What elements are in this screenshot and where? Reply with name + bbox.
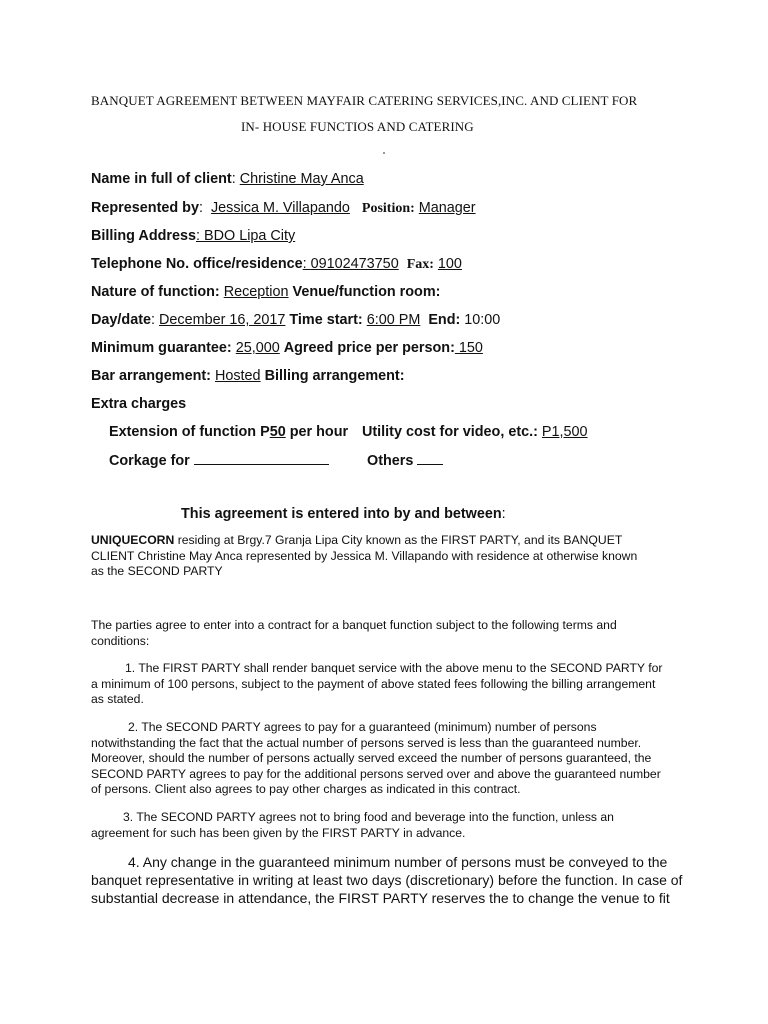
- daydate-row: Day/date: December 16, 2017 Time start: 6:00 PM End: 10:00: [91, 312, 501, 328]
- represented-by-value: Jessica M. Villapando: [210, 200, 350, 216]
- title-line-1: BANQUET AGREEMENT BETWEEN MAYFAIR CATERING SERVICES,INC. AND CLIENT FOR: [91, 93, 638, 108]
- telephone-label: Telephone No. office/residence: [91, 256, 303, 272]
- nature-row: [91, 284, 440, 300]
- fax-value: 100: [437, 256, 462, 272]
- position-value: Manager: [418, 200, 476, 216]
- stray-dot: [383, 152, 385, 154]
- agreement-heading: This agreement is entered into by and between: [181, 506, 502, 522]
- utility-label: Utility cost for video, etc.:: [362, 424, 538, 440]
- first-party-text: residing at Brgy.7 Granja Lipa City known as the FIRST PARTY, and its BANQUET CLIENT Christine May Anca represented by Jessica M. Villapando with residence at otherwise known as the SECOND PARTY: [91, 533, 638, 578]
- billing-address-value: BDO Lipa City: [204, 228, 296, 244]
- telephone-row: Telephone No. office/residence: 09102473750 Fax: 100: [91, 256, 462, 272]
- min-guarantee-label: Minimum guarantee:: [91, 340, 232, 356]
- term-3: 3. The SECOND PARTY agrees not to bring food and beverage into the function, unless an agreement for such has been given by the FIRST PARTY in advance.: [91, 810, 614, 840]
- term-4: 4. Any change in the guaranteed minimum number of persons must be conveyed to the banquet representative in writing at least two days (discretionary) before the function. In case of substantial decrease in attendance, the FIRST PARTY reserves the to change the venue to fit: [91, 854, 683, 906]
- term-2: 2. The SECOND PARTY agrees to pay for a guaranteed (minimum) number of persons notwithstanding the fact that the actual number of persons served is less than the guaranteed number. Moreover, should the number of persons actually served exceed the number of persons guaranteed, the SECOND PARTY agrees to pay for the additional persons served over and above the guaranteed number of persons. Client also agrees to pay other charges as indicated in this contract.: [91, 720, 661, 796]
- price-label: Agreed price per person:: [283, 340, 455, 356]
- others-label: Others: [367, 453, 414, 469]
- corkage-label: Corkage for: [109, 453, 190, 469]
- bar-value: Hosted: [214, 368, 261, 384]
- fax-label: Fax:: [406, 257, 434, 272]
- daydate-label: Day/date: [91, 312, 151, 328]
- client-name-label: Name in full of client: [91, 171, 232, 187]
- telephone-value: 09102473750: [310, 256, 399, 272]
- end-label: End:: [428, 312, 461, 328]
- bar-label: Bar arrangement:: [91, 368, 211, 384]
- first-party-name: UNIQUECORN: [91, 533, 175, 547]
- client-name-row: Name in full of client: Christine May Anca: [91, 171, 364, 187]
- utility-value: P1,500: [541, 424, 588, 440]
- extension-value: 50: [269, 424, 286, 440]
- corkage-row: [109, 452, 329, 469]
- bar-row: [91, 368, 405, 384]
- price-value: 150: [458, 340, 483, 356]
- represented-by-row: Represented by: Jessica M. Villapando Position: Manager: [91, 200, 476, 216]
- represented-by-label: Represented by: [91, 200, 199, 216]
- utility-row: [362, 424, 588, 440]
- extension-label: Extension of function P: [109, 424, 270, 440]
- corkage-blank: [194, 452, 329, 465]
- min-guarantee-value: 25,000: [235, 340, 280, 356]
- end-value: 10:00: [464, 312, 501, 328]
- terms-intro: The parties agree to enter into a contract for a banquet function subject to the following terms and conditions:: [91, 618, 617, 648]
- others-blank: [417, 452, 443, 465]
- billing-arrangement-label: Billing arrangement:: [264, 368, 405, 384]
- extension-unit: per hour: [289, 424, 349, 440]
- daydate-value: December 16, 2017: [159, 312, 286, 328]
- parties-paragraph: [91, 533, 651, 580]
- extension-row: [109, 424, 348, 440]
- billing-address-label: Billing Address: [91, 228, 197, 244]
- title-line-2: IN- HOUSE FUNCTIOS AND CATERING: [241, 119, 474, 134]
- billing-address-row: Billing Address: BDO Lipa City: [91, 228, 296, 244]
- term-1: 1. The FIRST PARTY shall render banquet service with the above menu to the SECOND PARTY for a minimum of 100 persons, subject to the payment of above stated fees following the billing arrangement as stated.: [91, 661, 663, 706]
- agreement-heading-row: This agreement is entered into by and between:: [181, 506, 506, 522]
- position-label: Position:: [361, 201, 415, 216]
- nature-label: Nature of function:: [91, 284, 220, 300]
- extra-charges-label: Extra charges: [91, 396, 187, 412]
- time-start-value: 6:00 PM: [366, 312, 421, 328]
- client-name-value: Christine May Anca: [239, 171, 364, 187]
- others-row: [367, 452, 443, 469]
- venue-label: Venue/function room:: [292, 284, 441, 300]
- time-start-label: Time start:: [289, 312, 363, 328]
- nature-value: Reception: [223, 284, 289, 300]
- guarantee-row: [91, 340, 483, 356]
